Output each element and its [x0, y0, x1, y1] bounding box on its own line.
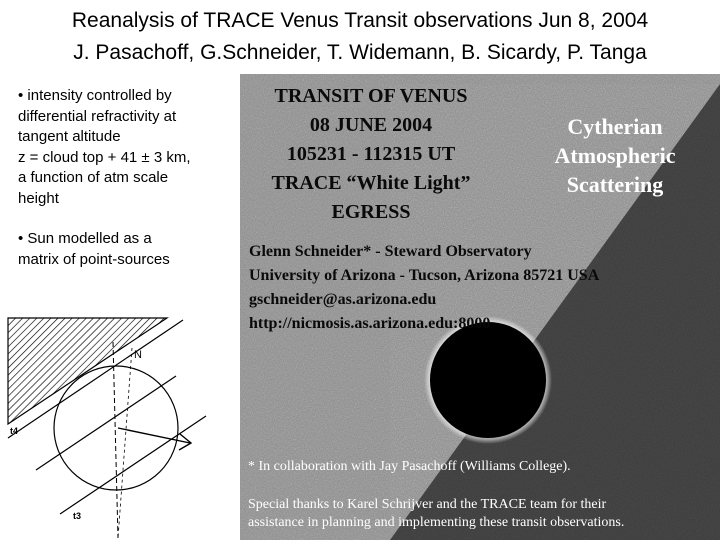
- caption-line: Cytherian: [567, 114, 663, 139]
- credit-line: http://nicmosis.as.arizona.edu:8000: [249, 315, 491, 332]
- scattering-caption: [525, 112, 705, 199]
- header-line: TRACE “White Light”: [271, 172, 471, 194]
- bullet-list: [18, 86, 240, 290]
- bullet-line: • intensity controlled by: [18, 87, 172, 104]
- north-axis-dashed-2: [118, 348, 132, 538]
- label-t4: t4: [10, 426, 19, 436]
- bullet-refractivity: [18, 86, 240, 209]
- north-axis-dashed: [113, 342, 118, 538]
- label-t3: t3: [73, 511, 82, 521]
- caption-line: Scattering: [566, 172, 664, 197]
- collaboration-note: * In collaboration with Jay Pasachoff (Williams College).: [248, 459, 571, 474]
- credit-line: Glenn Schneider* - Steward Observatory: [249, 243, 532, 260]
- direction-vector: [118, 428, 190, 443]
- planet-limb-hatched: [8, 318, 167, 424]
- bullet-line: differential refractivity at: [18, 107, 177, 125]
- bullet-sun-model: [18, 229, 240, 270]
- bullet-line: matrix of point-sources: [18, 250, 170, 268]
- thanks-line: Special thanks to Karel Schrijver and the TRACE team for their: [248, 497, 607, 512]
- thanks-note: [248, 496, 624, 532]
- observer-credit: [249, 240, 599, 336]
- slide-authors: J. Pasachoff, G.Schneider, T. Widemann, B. Sicardy, P. Tanga: [73, 41, 647, 64]
- venus-disk: [430, 322, 546, 438]
- bullet-line: tangent altitude: [18, 128, 121, 145]
- bullet-line: z = cloud top + 41 ± 3 km,: [18, 148, 191, 166]
- label-n: N: [134, 349, 142, 361]
- header-line: 08 JUNE 2004: [309, 114, 433, 136]
- observation-header: [240, 82, 502, 227]
- slide-title: Reanalysis of TRACE Venus Transit observations Jun 8, 2004: [71, 9, 649, 32]
- thanks-line: assistance in planning and implementing these transit observations.: [248, 515, 625, 530]
- bullet-line: • Sun modelled as a: [18, 230, 152, 247]
- credit-line: gschneider@as.arizona.edu: [249, 291, 437, 308]
- geometry-diagram: [0, 312, 240, 540]
- bullet-line: a function of atm scale: [18, 169, 169, 186]
- header-line: EGRESS: [331, 201, 411, 223]
- credit-line: University of Arizona - Tucson, Arizona 85721 USA: [249, 267, 600, 284]
- header-line: 105231 - 112315 UT: [286, 143, 456, 165]
- bullet-line: height: [18, 189, 59, 207]
- caption-line: Atmospheric: [554, 143, 676, 168]
- header-line: TRANSIT OF VENUS: [274, 85, 468, 107]
- trace-image: [240, 74, 720, 540]
